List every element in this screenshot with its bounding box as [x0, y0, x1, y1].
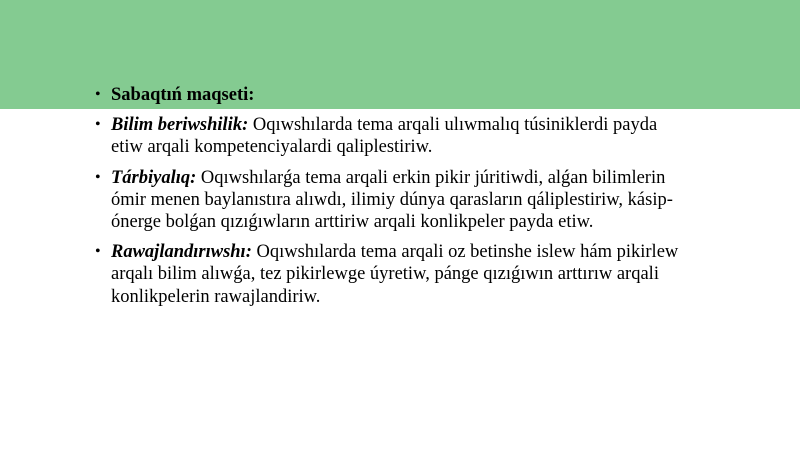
bullet-item-educational: [93, 114, 693, 158]
bullet-icon: •: [95, 243, 101, 261]
slide-body: [93, 84, 693, 316]
bullet-label: Rawajlandırıwshı:: [111, 242, 252, 263]
bullet-label: Bilim beriwshilik:: [111, 115, 249, 136]
bullet-item-upbringing: [93, 167, 693, 234]
bullet-text: Oqıwshılarda tema arqali ulıwmalıq túsiniklerdi payda etiw arqali kompetenciyalardi qaliplestiriw.: [111, 115, 658, 158]
bullet-label: Tárbiyalıq:: [111, 167, 197, 188]
lesson-goal-heading: Sabaqtıń maqseti:: [111, 85, 255, 105]
bullet-list: [93, 84, 693, 308]
bullet-heading: [93, 84, 693, 106]
bullet-icon: •: [95, 168, 101, 186]
bullet-item-developmental: [93, 241, 693, 308]
bullet-text: Oqıwshılarda tema arqali oz betinshe islew hám pikirlew arqalı bilim alıwǵa, tez pikirlewge úyretiw, pánge qızıǵıwın arttırıw arqali konlikpelerin rawajlandiriw.: [111, 242, 679, 307]
bullet-text: Oqıwshılarǵa tema arqali erkin pikir júritiwdi, alǵan bilimlerin ómir menen baylanıstıra alıwdı, ilimiy dúnya qarasların qáliplestiriw, kásip-ónerge bolǵan qızıǵıwların arttiriw arqali konlikpeler payda etiw.: [111, 167, 673, 233]
bullet-icon: •: [95, 86, 101, 103]
bullet-icon: •: [95, 116, 101, 134]
